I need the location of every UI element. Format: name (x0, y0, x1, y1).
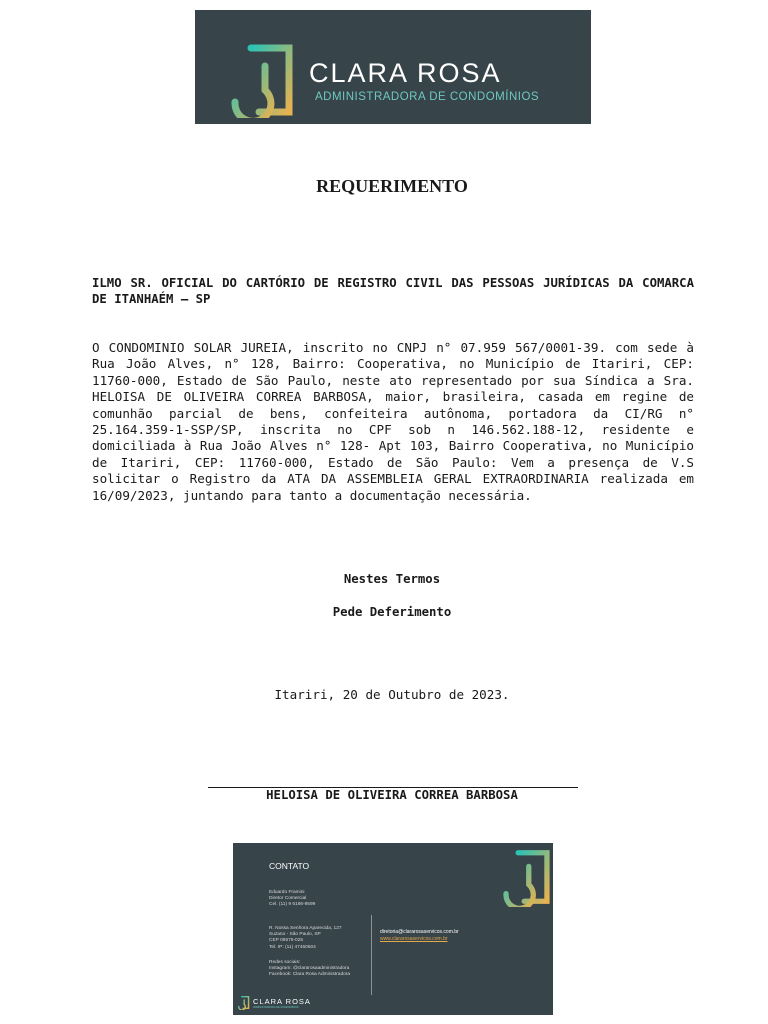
address-line: Tel. IP: (11) 47450604 (269, 944, 316, 950)
contact-person (269, 890, 315, 909)
card-tagline: ADMINISTRADORA DE CONDOMÍNIOS (253, 1006, 299, 1009)
addressee: ILMO SR. OFICIAL DO CARTÓRIO DE REGISTRO CIVIL DAS PESSOAS JURÍDICAS DA COMARCA DE ITANHAÉM – SP (92, 276, 694, 306)
social-line: Facebook: Clara Rosa Administradora (269, 972, 351, 978)
contact-website-link[interactable]: www.clararosaservicos.com.br (380, 936, 448, 942)
social-line: Instagram: @clararosaadministradora (269, 966, 350, 972)
contact-line: Cel. (11) 9 6186-9599 (269, 902, 316, 908)
clara-rosa-logo-icon (231, 42, 297, 118)
header-banner (195, 10, 591, 124)
document-title: REQUERIMENTO (316, 176, 468, 196)
date-line: Itariri, 20 de Outubro de 2023. (274, 687, 510, 702)
closing-terms: Nestes Termos (343, 572, 441, 586)
contact-address (269, 926, 342, 951)
card-small-logo-icon (238, 995, 250, 1010)
request-body: O CONDOMINIO SOLAR JUREIA, inscrito no CNPJ n° 07.959 567/0001-39. com sede à Rua João Alves, n° 128, Bairro: Cooperativa, no Município de Itariri, CEP: 11760-000, Estado de São Paulo, neste ato representado por sua Síndica a Sra. HELOISA DE OLIVEIRA CORREA BARBOSA, maior, brasileira, casada em regine de comunhão parcial de bens, confeiteira autônoma, portadora da CI/RG n° 25.164.359-1-SSP/SP, inscrita no CPF sob n 146.562.188-12, residente e domiciliada à Rua João Alves n° 128- Apt 103, Bairro Cooperativa, no Município de Itariri, CEP: 11760-000, Estado de São Paulo: Vem a presença de V.S solicitar o Registro da ATA DA ASSEMBLEIA GERAL EXTRAORDINARIA realizada em 16/09/2023, juntando para tanto a documentação necessária. (92, 340, 694, 503)
social-line: Redes sociais: (269, 960, 301, 965)
signer-name: HELOISA DE OLIVEIRA CORREA BARBOSA (266, 788, 518, 802)
closing-request: Pede Deferimento (332, 605, 452, 619)
contact-heading: CONTATO (269, 861, 310, 871)
address-line: Suzano - São Paulo, SP (269, 932, 321, 938)
contact-line: Diretor Comercial (269, 896, 307, 902)
contact-email: diretoria@clararosaservicos.com.br (380, 929, 459, 935)
address-line: CEP 08675-025 (269, 938, 304, 944)
footer-contact-card (233, 843, 553, 1015)
contact-social (269, 960, 350, 979)
header-brand-name: CLARA ROSA (309, 58, 502, 88)
header-tagline: ADMINISTRADORA DE CONDOMÍNIOS (315, 91, 540, 103)
card-logo-icon (503, 847, 553, 907)
card-divider (371, 915, 372, 995)
contact-line: Eduardo Framini (269, 890, 305, 895)
address-line: R. Nossa Senhora Aparecida, 127 (269, 926, 342, 931)
card-brand-name: CLARA ROSA (253, 997, 311, 1006)
